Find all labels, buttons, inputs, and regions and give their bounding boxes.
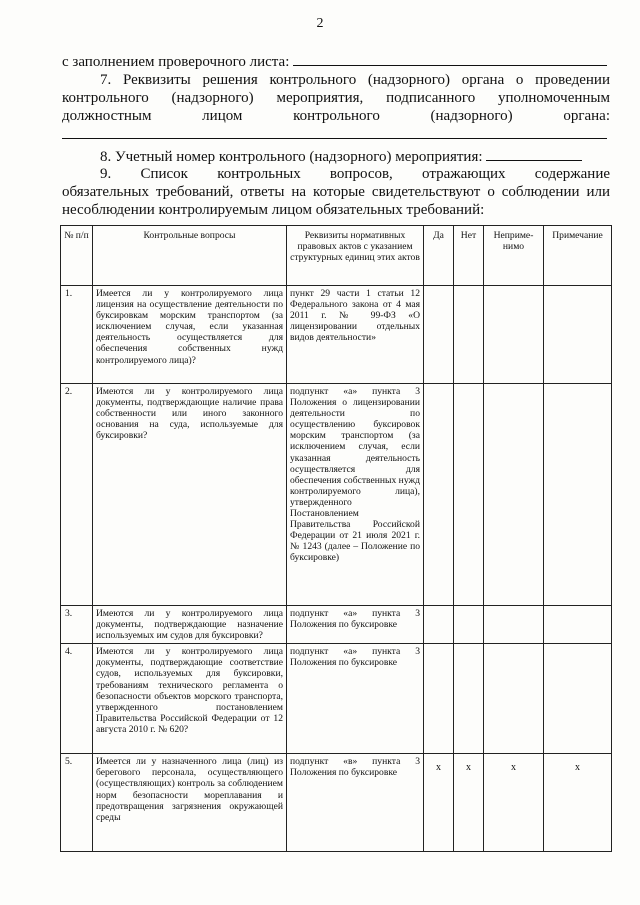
answer-not-applicable	[484, 644, 544, 754]
header-yes: Да	[424, 226, 454, 286]
item-9-line-1: 9. Список контрольных вопросов, отражающих содержание	[100, 166, 610, 182]
answer-yes	[424, 606, 454, 644]
item-9-line-2: обязательных требований, ответы на которые свидетельствуют о соблюдении или	[62, 184, 610, 200]
intro-fill-line	[62, 52, 610, 71]
header-requisites: Реквизиты нормативных правовых актов с указанием структурных единиц этих актов	[287, 226, 424, 286]
row-num: 4.	[61, 644, 93, 754]
answer-note	[544, 286, 612, 384]
table-row	[61, 644, 612, 754]
item-7-line-1: 7. Реквизиты решения контрольного (надзорного) органа о проведении	[100, 72, 610, 88]
item-7	[62, 71, 610, 125]
row-num: 5.	[61, 754, 93, 852]
table-row	[61, 754, 612, 852]
item-7-line-2: контрольного (надзорного) мероприятия, подписанного уполномоченным	[62, 90, 610, 106]
row-requisites: подпункт «а» пункта 3 Положения о лицензировании деятельности по осуществлению буксировок морским транспортом (за исключением случая, если указанная деятельность осуществляется для обеспечения собственных нужд контролируемого лица), утвержденного Постановлением Правительства Российской Федерации от 21 июля 2021 г. № 1243 (далее – Положение по буксировке)	[287, 384, 424, 606]
answer-not-applicable	[484, 286, 544, 384]
row-question: Имеется ли у контролируемого лица лицензия на осуществление деятельности по буксировкам морским транспортом (за исключением случая, если указанная деятельность осуществляется для обеспечения собственных нужд контролируемого лица)?	[93, 286, 287, 384]
answer-no	[454, 606, 484, 644]
answer-not-applicable: х	[484, 754, 544, 852]
answer-note: х	[544, 754, 612, 852]
row-question: Имеются ли у контролируемого лица документы, подтверждающие соответствие судов, используемых для буксировки, требованиям технического регламента о безопасности объектов морского транспорта, утвержденного постановлением Правительства Российской Федерации от 12 августа 2010 г. № 620?	[93, 644, 287, 754]
checklist-table	[60, 225, 612, 852]
row-question: Имеются ли у контролируемого лица документы, подтверждающие назначение используемых им судов для буксировки?	[93, 606, 287, 644]
header-no: Нет	[454, 226, 484, 286]
answer-yes	[424, 644, 454, 754]
answer-not-applicable	[484, 384, 544, 606]
item-8	[62, 147, 610, 166]
row-requisites: подпункт «в» пункта 3 Положения по буксировке	[287, 754, 424, 852]
answer-note	[544, 384, 612, 606]
item-8-blank	[486, 147, 582, 161]
answer-no	[454, 644, 484, 754]
item-7-line-3: должностным лицом контрольного (надзорного) органа:	[62, 108, 610, 124]
answer-no	[454, 286, 484, 384]
item-9	[62, 165, 610, 219]
page-number: 2	[316, 16, 324, 31]
header-num: № п/п	[61, 226, 93, 286]
header-note: Примечание	[544, 226, 612, 286]
row-requisites: подпункт «а» пункта 3 Положения по буксировке	[287, 644, 424, 754]
table-row	[61, 384, 612, 606]
answer-yes	[424, 384, 454, 606]
answer-not-applicable	[484, 606, 544, 644]
table-row	[61, 286, 612, 384]
row-requisites: пункт 29 части 1 статьи 12 Федерального закона от 4 мая 2011 г. № 99-ФЗ «О лицензировании отдельных видов деятельности»	[287, 286, 424, 384]
item-8-label: 8. Учетный номер контрольного (надзорного) мероприятия:	[100, 149, 483, 165]
item-9-line-3: несоблюдении контролируемым лицом обязательных требований:	[62, 202, 485, 218]
answer-yes	[424, 286, 454, 384]
row-num: 2.	[61, 384, 93, 606]
answer-yes: х	[424, 754, 454, 852]
answer-note	[544, 606, 612, 644]
answer-no	[454, 384, 484, 606]
header-not-applicable: Неприме-нимо	[484, 226, 544, 286]
fill-form-label: с заполнением проверочного листа:	[62, 54, 290, 70]
row-question: Имеется ли у назначенного лица (лиц) из берегового персонала, осуществляющего (осуществляющих) контроль за соблюдением норм безопасности мореплавания и предотвращения загрязнения окружающей среды	[93, 754, 287, 852]
table-row	[61, 606, 612, 644]
fill-form-blank	[293, 52, 607, 66]
row-num: 1.	[61, 286, 93, 384]
answer-no: х	[454, 754, 484, 852]
header-question: Контрольные вопросы	[93, 226, 287, 286]
row-num: 3.	[61, 606, 93, 644]
row-question: Имеются ли у контролируемого лица документы, подтверждающие наличие права собственности или иного законного основания на суда, используемые для буксировки?	[93, 384, 287, 606]
row-requisites: подпункт «а» пункта 3 Положения по буксировке	[287, 606, 424, 644]
answer-note	[544, 644, 612, 754]
table-header-row	[61, 226, 612, 286]
item-7-blank	[62, 138, 607, 139]
